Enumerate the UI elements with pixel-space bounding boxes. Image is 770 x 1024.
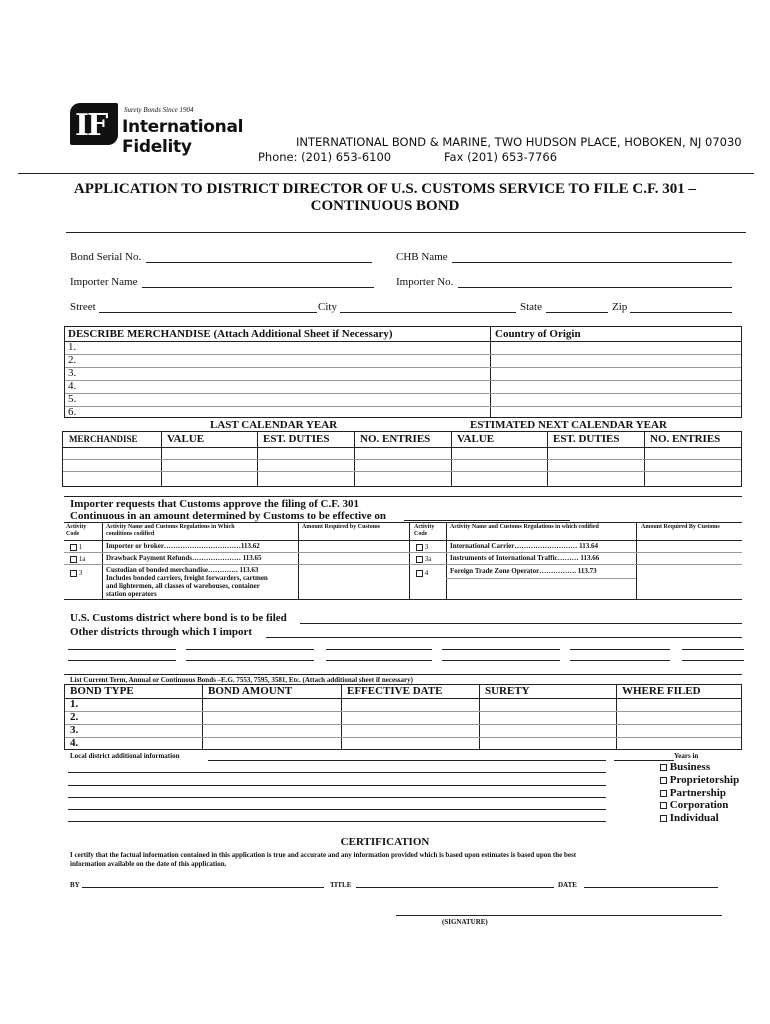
bond-row-1[interactable]: 1.	[70, 698, 79, 710]
calendar-table	[62, 431, 742, 487]
last-calendar-year: LAST CALENDAR YEAR	[210, 419, 338, 431]
city-input[interactable]	[340, 301, 516, 313]
col-bond-type: BOND TYPE	[70, 685, 134, 697]
district-import-input[interactable]	[266, 626, 742, 638]
activity-name-header: Activity Name and Customs Regulations in Which conditions codified	[106, 524, 235, 537]
col-entries-next: NO. ENTRIES	[650, 433, 721, 445]
activity-amount-header-2: Amount Required By Customs	[641, 524, 720, 530]
years-in-label: Years in	[674, 752, 699, 760]
merch-row-6[interactable]: 6.	[68, 406, 77, 418]
col-value-last: VALUE	[167, 433, 205, 445]
activity-1a-name: Drawback Payment Refunds………………… 113.65	[106, 554, 262, 562]
col-value-next: VALUE	[457, 433, 495, 445]
country-origin-header: Country of Origin	[495, 328, 581, 340]
signature-line[interactable]	[396, 915, 722, 916]
local-info-label: Local district additional information	[70, 752, 180, 760]
option-business[interactable]: Business	[660, 761, 710, 773]
activity-amount-header: Amount Required by Customs	[302, 524, 381, 530]
bonds-note: List Current Term, Annual or Continuous Bonds –E.G. 7553, 7595, 3581, Etc. (Attach additional sheet if necessary)	[70, 676, 413, 684]
activity-3-extra-3: station operators	[106, 590, 157, 598]
request-line1: Importer requests that Customs approve the filing of C.F. 301	[70, 498, 359, 510]
merch-row-4[interactable]: 4.	[68, 380, 77, 392]
district-filed-label: U.S. Customs district where bond is to be filed	[70, 612, 287, 624]
local-info-line-1[interactable]	[68, 772, 606, 773]
activity-name-header-2: Activity Name and Customs Regulations in which codified	[450, 524, 599, 530]
importer-name-label: Importer Name	[70, 276, 138, 288]
activity-r3-name: International Carrier……………………… 113.64	[450, 542, 598, 550]
header-fax: Fax (201) 653-7766	[444, 150, 558, 164]
activity-r4-checkbox[interactable]: 4	[416, 569, 428, 577]
logo-company-name: International Fidelity	[122, 117, 244, 157]
activity-1a-checkbox[interactable]: 1a	[70, 555, 85, 563]
header-phone: Phone: (201) 653-6100	[258, 150, 392, 164]
logo-mark-text: IF	[75, 108, 107, 143]
activity-table	[64, 522, 742, 600]
activity-r4-name: Foreign Trade Zone Operator……………. 113.73	[450, 567, 597, 575]
city-label: City	[318, 301, 337, 313]
activity-r3a-name: Instruments of International Traffic……… 113.66	[450, 554, 600, 562]
bond-row-3[interactable]: 3.	[70, 724, 79, 736]
option-partnership[interactable]: Partnership	[660, 787, 726, 799]
col-entries-last: NO. ENTRIES	[360, 433, 431, 445]
col-effective-date: EFFECTIVE DATE	[347, 685, 443, 697]
merch-row-5[interactable]: 5.	[68, 393, 77, 405]
col-duties-last: EST. DUTIES	[263, 433, 330, 445]
state-input[interactable]	[546, 301, 608, 313]
option-corporation[interactable]: Corporation	[660, 799, 728, 811]
col-duties-next: EST. DUTIES	[553, 433, 620, 445]
col-bond-amount: BOND AMOUNT	[208, 685, 293, 697]
merchandise-header: DESCRIBE MERCHANDISE (Attach Additional Sheet if Necessary)	[68, 328, 393, 340]
activity-r3a-checkbox[interactable]: 3a	[416, 555, 431, 563]
activity-1-checkbox[interactable]: 1	[70, 543, 82, 551]
local-info-line-2[interactable]	[68, 785, 606, 786]
importer-name-input[interactable]	[142, 276, 374, 288]
activity-code-header: Activity Code	[66, 524, 87, 537]
district-import-label: Other districts through which I import	[70, 626, 253, 638]
zip-input[interactable]	[630, 301, 732, 313]
activity-code-header-2: Activity Code	[414, 524, 435, 537]
activity-3-checkbox[interactable]: 3	[70, 569, 82, 577]
merch-row-3[interactable]: 3.	[68, 367, 77, 379]
district-filed-input[interactable]	[300, 612, 742, 624]
col-merchandise: MERCHANDISE	[69, 434, 138, 444]
logo-tagline: Surety Bonds Since 1904	[124, 106, 194, 114]
chb-name-input[interactable]	[452, 251, 732, 263]
merch-row-1[interactable]: 1.	[68, 341, 77, 353]
by-input[interactable]	[82, 887, 324, 888]
importer-no-input[interactable]	[458, 276, 732, 288]
merch-row-2[interactable]: 2.	[68, 354, 77, 366]
signature-label: (SIGNATURE)	[442, 918, 488, 926]
bond-row-4[interactable]: 4.	[70, 737, 79, 749]
zip-label: Zip	[612, 301, 628, 313]
merchandise-table	[64, 326, 742, 418]
activity-r3-checkbox[interactable]: 3	[416, 543, 428, 551]
local-info-line-4[interactable]	[68, 809, 606, 810]
date-label: DATE	[558, 881, 577, 889]
title-label: TITLE	[330, 881, 352, 889]
col-where-filed: WHERE FILED	[622, 685, 701, 697]
local-info-line-3[interactable]	[68, 797, 606, 798]
street-input[interactable]	[99, 301, 317, 313]
option-individual[interactable]: Individual	[660, 812, 719, 824]
option-proprietorship[interactable]: Proprietorship	[660, 774, 739, 786]
request-line2: Continuous in an amount determined by Customs to be effective on	[70, 510, 386, 522]
form-title-line1: APPLICATION TO DISTRICT DIRECTOR OF U.S. CUSTOMS SERVICE TO FILE C.F. 301 –	[73, 181, 697, 197]
col-surety: SURETY	[485, 685, 530, 697]
certification-text-1: I certify that the factual information contained in this application is true and accurate and any information provided which is based upon estimates is based upon the best	[70, 851, 577, 859]
date-input[interactable]	[584, 887, 718, 888]
next-calendar-year: ESTIMATED NEXT CALENDAR YEAR	[470, 419, 667, 431]
importer-no-label: Importer No.	[396, 276, 454, 288]
street-label: Street	[70, 301, 96, 313]
activity-1-name: Importer or broker……………………………113.62	[106, 542, 260, 550]
activity-3-extra-1: Includes bonded carriers, freight forwarders, cartmen	[106, 574, 268, 582]
bond-serial-label: Bond Serial No.	[70, 251, 142, 263]
title-input[interactable]	[356, 887, 554, 888]
form-title-line2: CONTINUOUS BOND	[310, 198, 460, 214]
bonds-table	[64, 684, 742, 750]
certification-text-2: information available on the date of this application.	[70, 860, 227, 868]
effective-date-input[interactable]	[404, 509, 570, 521]
bond-row-2[interactable]: 2.	[70, 711, 79, 723]
header-rule	[18, 173, 754, 174]
company-logo	[70, 103, 292, 157]
activity-3-name: Custodian of bonded merchandise…………. 113.63	[106, 566, 259, 574]
title-rule	[66, 232, 746, 233]
by-label: BY	[70, 881, 80, 889]
chb-name-label: CHB Name	[396, 251, 448, 263]
activity-3-extra-2: and lightermen, all classes of warehouses, container	[106, 582, 260, 590]
header-address: INTERNATIONAL BOND & MARINE, TWO HUDSON PLACE, HOBOKEN, NJ 07030	[296, 135, 742, 149]
logo-mark	[70, 103, 118, 145]
local-info-line-5[interactable]	[68, 821, 606, 822]
state-label: State	[520, 301, 542, 313]
certification-title: CERTIFICATION	[340, 836, 430, 848]
bond-serial-input[interactable]	[146, 251, 372, 263]
